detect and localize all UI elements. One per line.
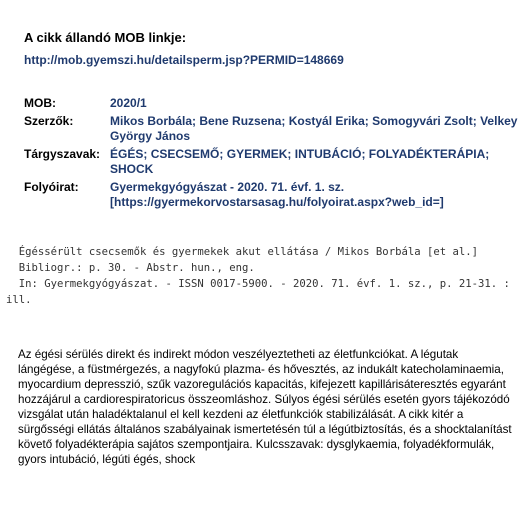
subject-keyword[interactable]: ÉGÉS: [110, 147, 144, 161]
authors-value: Mikos Borbála; Bene Ruzsena; Kostyál Erika; Somogyvári Zsolt; Velkey György János: [110, 114, 518, 143]
metadata-table: [24, 96, 524, 213]
subject-keyword[interactable]: SHOCK: [110, 162, 154, 176]
mob-row: [24, 96, 524, 111]
journal-row: [24, 180, 524, 210]
record-title-line: Égéssérült csecsemők és gyermekek akut ellátása / Mikos Borbála [et al.]: [6, 246, 478, 258]
subject-keyword[interactable]: FOLYADÉKTERÁPIA: [368, 147, 486, 161]
journal-link[interactable]: Gyermekgyógyászat - 2020. 71. évf. 1. sz.: [110, 180, 345, 194]
authors-row: [24, 114, 524, 144]
subject-keyword[interactable]: INTUBÁCIÓ: [294, 147, 362, 161]
journal-value: [110, 180, 524, 210]
mob-value: 2020/1: [110, 96, 147, 110]
journal-url-link[interactable]: [https://gyermekorvostarsasag.hu/folyoirat.aspx?web_id=]: [110, 195, 444, 209]
journal-label: Folyóirat:: [24, 180, 79, 194]
mob-label: MOB:: [24, 96, 56, 110]
subject-keyword[interactable]: GYERMEK: [226, 147, 288, 161]
abstract-text: Az égési sérülés direkt és indirekt módon veszélyeztetheti az életfunkciókat. A légutak lángégése, a füstmérgezés, a nagyfokú plazma- és hővesztés, az indukált katecholaminaemia, myocardium depresszió, szűk vazoregulációs kapacitás, kifejezett kapillárisáteresztés egyaránt hozzájárul a cardiorespiratoricus összeomláshoz. Súlyos égési sérülés esetén gyors tájékozódó vizsgálat után haladéktalanul el kell kezdeni az életfunkciók stabilizálását. A cikk kitér a sürgősségi ellátás általános szabályainak ismertetésén túl a légútbiztosítás, és a shocktalanítást követő folyadékterápia sajátos szempontjaira. Kulcsszavak: dysglykaemia, folyadékformulák, gyors intubáció, légúti égés, shock: [18, 348, 512, 466]
subjects-row: [24, 147, 524, 177]
permalink-url[interactable]: http://mob.gyemszi.hu/detailsperm.jsp?PERMID=148669: [24, 53, 344, 67]
record-source-line: In: Gyermekgyógyászat. - ISSN 0017-5900. - 2020. 71. évf. 1. sz., p. 21-31. : ill.: [6, 278, 517, 306]
subjects-value: ÉGÉS; CSECSEMŐ; GYERMEK; INTUBÁCIÓ; FOLYADÉKTERÁPIA; SHOCK: [110, 147, 490, 176]
permalink-title: A cikk állandó MOB linkje:: [24, 30, 187, 45]
subjects-label: Tárgyszavak:: [24, 147, 101, 161]
bibliographic-record: [6, 244, 516, 308]
permalink-section: [24, 30, 514, 68]
authors-label: Szerzők:: [24, 114, 74, 128]
subject-keyword[interactable]: CSECSEMŐ: [150, 147, 220, 161]
record-bibliography-line: Bibliogr.: p. 30. - Abstr. hun., eng.: [6, 262, 255, 274]
